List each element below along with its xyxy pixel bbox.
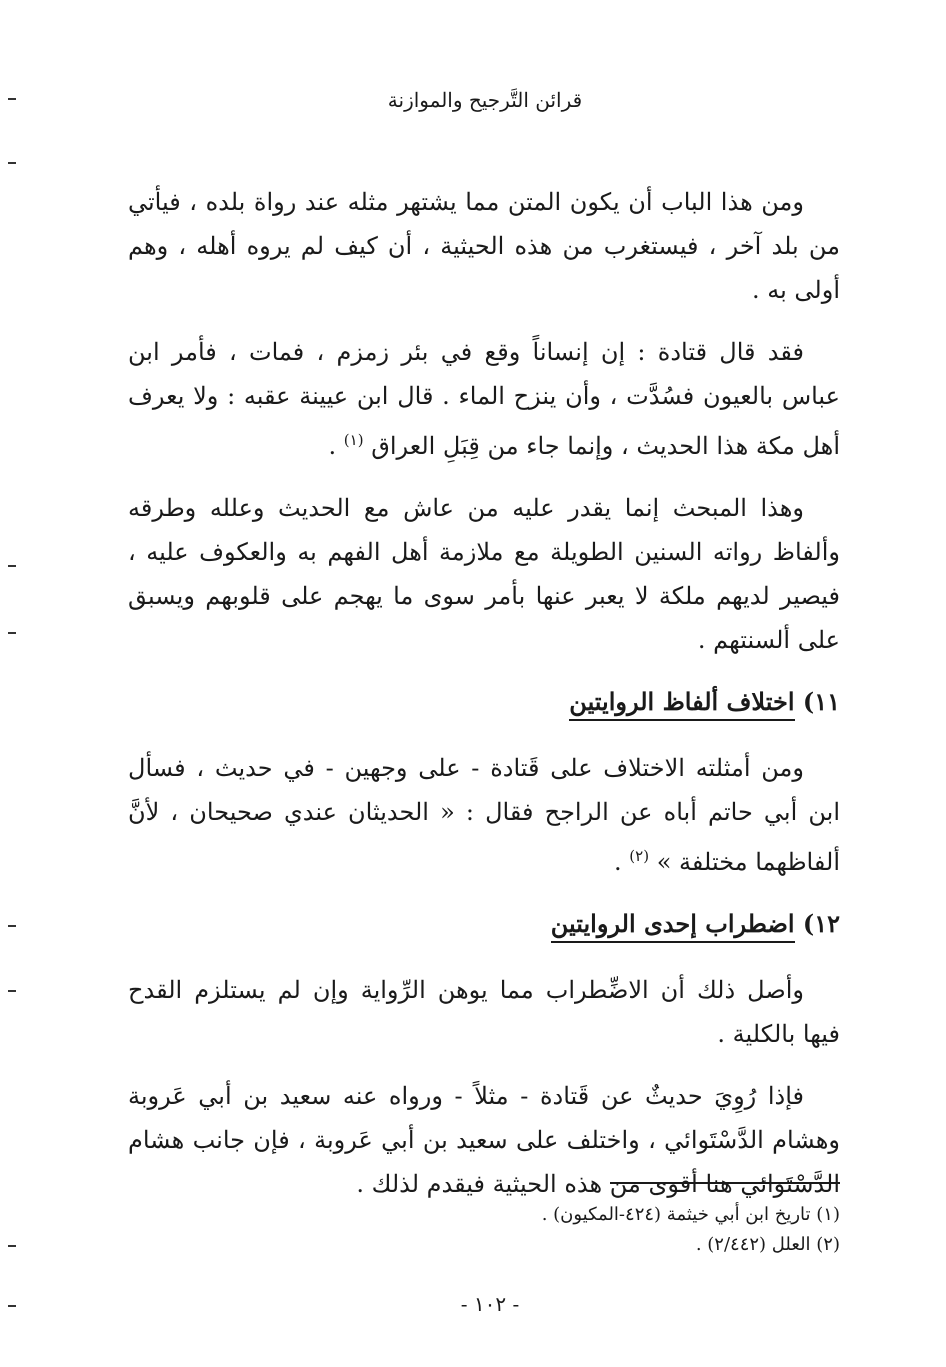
scan-margin-mark (8, 925, 16, 927)
heading-12-title: اضطراب إحدى الروايتين (551, 909, 795, 943)
footnote-ref-1[interactable]: (١) (343, 431, 364, 449)
paragraph-6: فإذا رُوِيَ حديثٌ عن قَتادة - مثلاً - ورواه عنه سعيد بن أبي عَروبة وهشام الدَّسْتَوائي ، واختلف على سعيد بن أبي عَروبة ، فإن جانب هشام الدَّسْتَوائي هنا أقوى من هذه الحيثية فيقدم لذلك . (128, 1082, 840, 1198)
page-number: - ١٠٢ - (460, 1292, 520, 1316)
heading-11-number: ١١) (802, 687, 840, 716)
paragraph-2-text: فقد قال قتادة : إن إنساناً وقع في بئر زمزم ، فمات ، فأمر ابن عباس بالعيون فسُدَّت ، وأن ينزح الماء . قال ابن عيينة عقبه : ولا يعرف أهل مكة هذا الحديث ، وإنما جاء من قِبَلِ العراق (128, 338, 840, 460)
paragraph-3: وهذا المبحث إنما يقدر عليه من عاش مع الحديث وعلله وطرقه وألفاظ رواته السنين الطويلة مع ملازمة أهل الفهم به والعكوف عليه ، فيصير لديهم ملكة لا يعبر عنها بأمر سوى ما يهجم على قلوبهم ويسبق على ألسنتهم . (128, 494, 840, 654)
paragraph-5: وأصل ذلك أن الاضِّطراب مما يوهن الرِّواية وإن لم يستلزم القدح فيها بالكلية . (128, 976, 840, 1048)
scan-margin-mark (8, 1305, 16, 1307)
paragraph-2 (128, 330, 840, 468)
running-header: قرائن التَّرجيح والموازنة (387, 88, 583, 112)
section-heading-11 (128, 680, 840, 724)
scan-margin-mark (8, 1245, 16, 1247)
paragraph-2-end: . (328, 432, 344, 460)
scan-margin-mark (8, 990, 16, 992)
footnote-divider (610, 1182, 840, 1184)
scan-margin-mark (8, 565, 16, 567)
paragraph-4 (128, 746, 840, 884)
heading-12-number: ١٢) (802, 909, 840, 938)
scan-margin-mark (8, 98, 16, 100)
footnote-2: (٢) العلل (٢/٤٤٢) . (695, 1234, 840, 1255)
paragraph-4-text: ومن أمثلته الاختلاف على قَتادة - على وجهين - في حديث ، فسأل ابن أبي حاتم أباه عن الراجح فقال : « الحديثان عندي صحيحان ، لأنَّ ألفاظهما مختلفة » (128, 754, 840, 876)
heading-11-title: اختلاف ألفاظ الروايتين (569, 687, 794, 721)
main-text (128, 180, 840, 1224)
paragraph-4-end: . (614, 848, 630, 876)
section-heading-12 (128, 902, 840, 946)
footnote-ref-2[interactable]: (٢) (629, 847, 650, 865)
paragraph-1: ومن هذا الباب أن يكون المتن مما يشتهر مثله عند رواة بلده ، فيأتي من بلد آخر ، فيستغرب من هذه الحيثية ، أن كيف لم يروه أهله ، وهم أولى به . (128, 188, 840, 304)
footnote-1: (١) تاريخ ابن أبي خيثمة (٤٢٤-المكيون) . (541, 1204, 840, 1225)
footnotes (300, 1200, 840, 1260)
scan-margin-mark (8, 632, 16, 634)
scan-margin-mark (8, 162, 16, 164)
